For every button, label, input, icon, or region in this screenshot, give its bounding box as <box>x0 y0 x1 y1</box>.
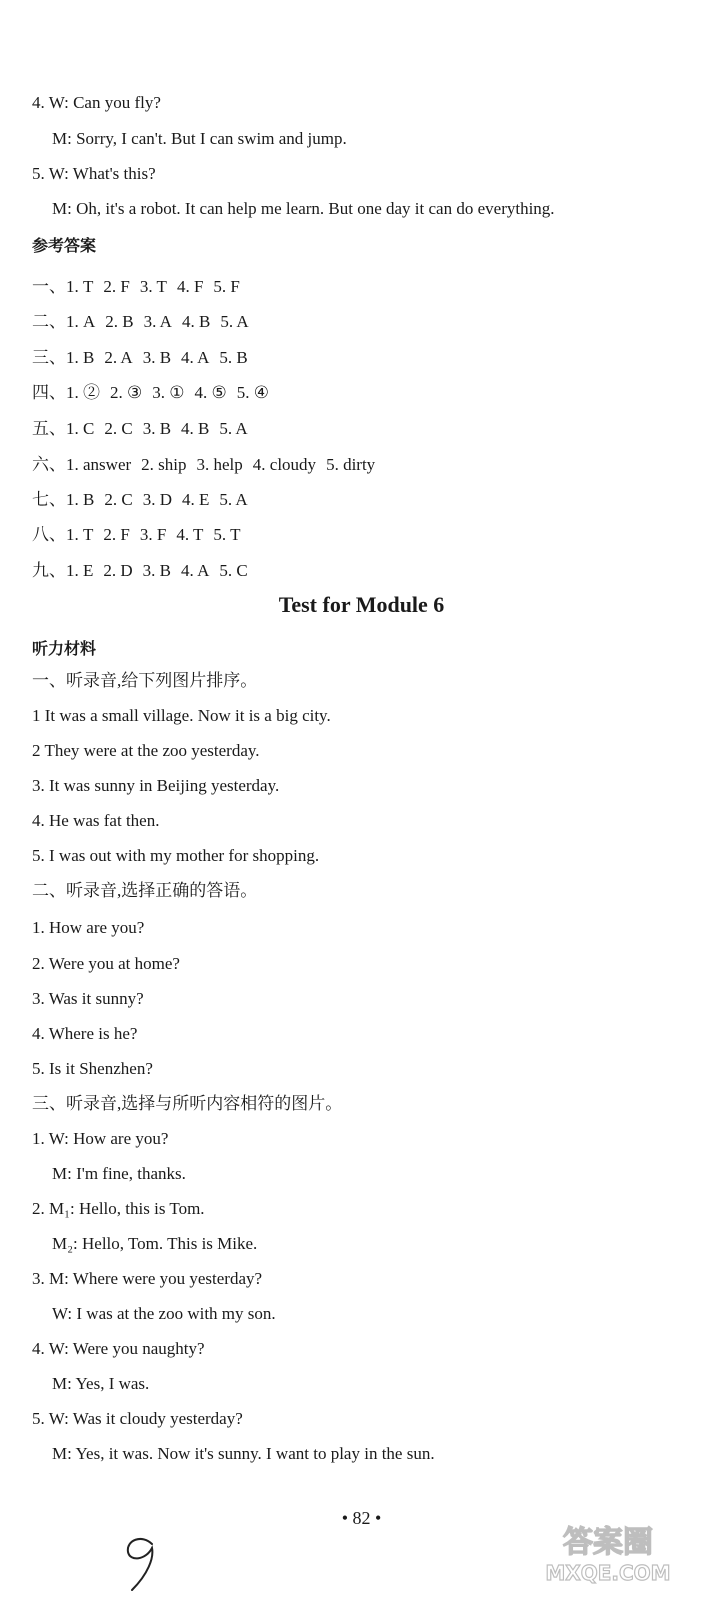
listening-heading: 听力材料 <box>32 639 97 658</box>
answer-item: 4. E <box>181 490 210 509</box>
answer-section-label: 七、 <box>32 490 66 509</box>
handwritten-nine-icon <box>112 1532 172 1594</box>
answer-item: 2. ship <box>141 455 187 474</box>
answer-item: 4. ⑤ <box>194 383 227 402</box>
answer-item: 2. ③ <box>110 383 143 402</box>
page-number: • 82 • <box>341 1508 382 1528</box>
answer-item: 2. D <box>103 561 133 580</box>
answer-item: 1. B <box>66 348 95 367</box>
dialogue-line: 4. W: Can you fly? <box>32 93 161 112</box>
dialogue-line: M: Yes, it was. Now it's sunny. I want to play in the sun. <box>52 1444 435 1463</box>
answer-item: 2. F <box>103 525 130 544</box>
list-item: 2. Were you at home? <box>32 954 180 973</box>
answer-item: 2. F <box>103 277 130 296</box>
answer-item: 5. C <box>219 561 248 580</box>
answer-row <box>32 378 279 403</box>
answer-item: 2. A <box>104 348 133 367</box>
answer-row <box>32 520 250 545</box>
answer-item: 5. T <box>213 525 241 544</box>
answer-item: 1. answer <box>66 455 132 474</box>
answer-item: 1. B <box>66 490 95 509</box>
dialogue-line: M: Yes, I was. <box>52 1374 150 1393</box>
answer-item: 1. T <box>66 277 94 296</box>
answer-item: 4. B <box>181 419 210 438</box>
answer-item: 3. A <box>143 312 172 331</box>
answer-row <box>32 414 258 439</box>
answer-item: 2. B <box>105 312 134 331</box>
answer-item: 1. C <box>66 419 95 438</box>
answer-section-label: 二、 <box>32 312 66 331</box>
answer-item: 3. B <box>142 561 172 580</box>
answer-item: 1. ② <box>66 383 100 402</box>
list-item: 2 They were at the zoo yesterday. <box>32 741 260 760</box>
answer-item: 2. C <box>104 490 133 509</box>
answer-section-label: 五、 <box>32 419 66 438</box>
list-item: 4. Where is he? <box>32 1024 138 1043</box>
answer-item: 5. dirty <box>326 455 376 474</box>
answer-row <box>32 556 258 581</box>
dialogue-line: 2. M₁: Hello, this is Tom. <box>32 1199 205 1218</box>
answer-item: 5. A <box>219 490 248 509</box>
answer-row <box>32 343 258 368</box>
svg-text:MXQE.COM: MXQE.COM <box>545 1561 671 1585</box>
list-item: 5. I was out with my mother for shopping. <box>32 846 320 865</box>
list-item: 5. Is it Shenzhen? <box>32 1059 153 1078</box>
dialogue-line: W: I was at the zoo with my son. <box>52 1304 276 1323</box>
answer-section-label: 四、 <box>32 383 66 402</box>
list-item: 1 It was a small village. Now it is a big city. <box>32 706 331 725</box>
answer-section-label: 九、 <box>32 561 66 580</box>
answer-section-label: 八、 <box>32 525 66 544</box>
watermark-logo-icon <box>513 1518 703 1588</box>
answer-item: 3. D <box>142 490 172 509</box>
list-item: 1. How are you? <box>32 918 145 937</box>
answer-item: 5. F <box>213 277 240 296</box>
answer-item: 5. B <box>219 348 248 367</box>
answer-item: 3. B <box>142 419 172 438</box>
answer-section-label: 六、 <box>32 455 66 474</box>
answer-item: 2. C <box>104 419 133 438</box>
dialogue-line: 5. W: What's this? <box>32 164 156 183</box>
answer-section-label: 三、 <box>32 348 66 367</box>
dialogue-line: 5. W: Was it cloudy yesterday? <box>32 1409 243 1428</box>
answer-item: 4. T <box>176 525 204 544</box>
answer-item: 5. ④ <box>236 383 269 402</box>
answer-item: 3. T <box>139 277 167 296</box>
dialogue-line: 1. W: How are you? <box>32 1129 169 1148</box>
list-item: 4. He was fat then. <box>32 811 160 830</box>
answer-item: 3. F <box>139 525 167 544</box>
section-title: 一、听录音,给下列图片排序。 <box>32 671 258 690</box>
answer-item: 4. A <box>181 348 210 367</box>
dialogue-line: M₂: Hello, Tom. This is Mike. <box>52 1234 258 1253</box>
answer-item: 4. A <box>181 561 210 580</box>
dialogue-line: M: I'm fine, thanks. <box>52 1164 186 1183</box>
answer-item: 5. A <box>219 419 248 438</box>
answer-item: 1. E <box>66 561 94 580</box>
answer-row <box>32 450 385 475</box>
answer-item: 3. ① <box>152 383 185 402</box>
answer-row <box>32 485 258 510</box>
dialogue-line: 4. W: Were you naughty? <box>32 1339 205 1358</box>
answer-row <box>32 307 259 332</box>
answer-row <box>32 272 250 297</box>
answer-heading: 参考答案 <box>32 236 97 255</box>
svg-text:答案圈: 答案圈 <box>563 1525 653 1560</box>
answer-item: 4. B <box>181 312 211 331</box>
answer-item: 5. A <box>220 312 249 331</box>
answer-item: 1. A <box>66 312 96 331</box>
answer-section-label: 一、 <box>32 277 66 296</box>
answer-item: 3. help <box>196 455 243 474</box>
dialogue-line: 3. M: Where were you yesterday? <box>32 1269 263 1288</box>
section-title: 三、听录音,选择与所听内容相符的图片。 <box>32 1094 343 1113</box>
answer-item: 3. B <box>142 348 172 367</box>
list-item: 3. It was sunny in Beijing yesterday. <box>32 776 280 795</box>
answer-item: 4. cloudy <box>252 455 317 474</box>
answer-item: 4. F <box>176 277 204 296</box>
answer-item: 1. T <box>66 525 94 544</box>
dialogue-line: M: Sorry, I can't. But I can swim and jump. <box>52 129 347 148</box>
section-title: 二、听录音,选择正确的答语。 <box>32 881 258 900</box>
module-title: Test for Module 6 <box>278 592 445 617</box>
dialogue-line: M: Oh, it's a robot. It can help me learn. But one day it can do everything. <box>52 199 555 218</box>
list-item: 3. Was it sunny? <box>32 989 144 1008</box>
